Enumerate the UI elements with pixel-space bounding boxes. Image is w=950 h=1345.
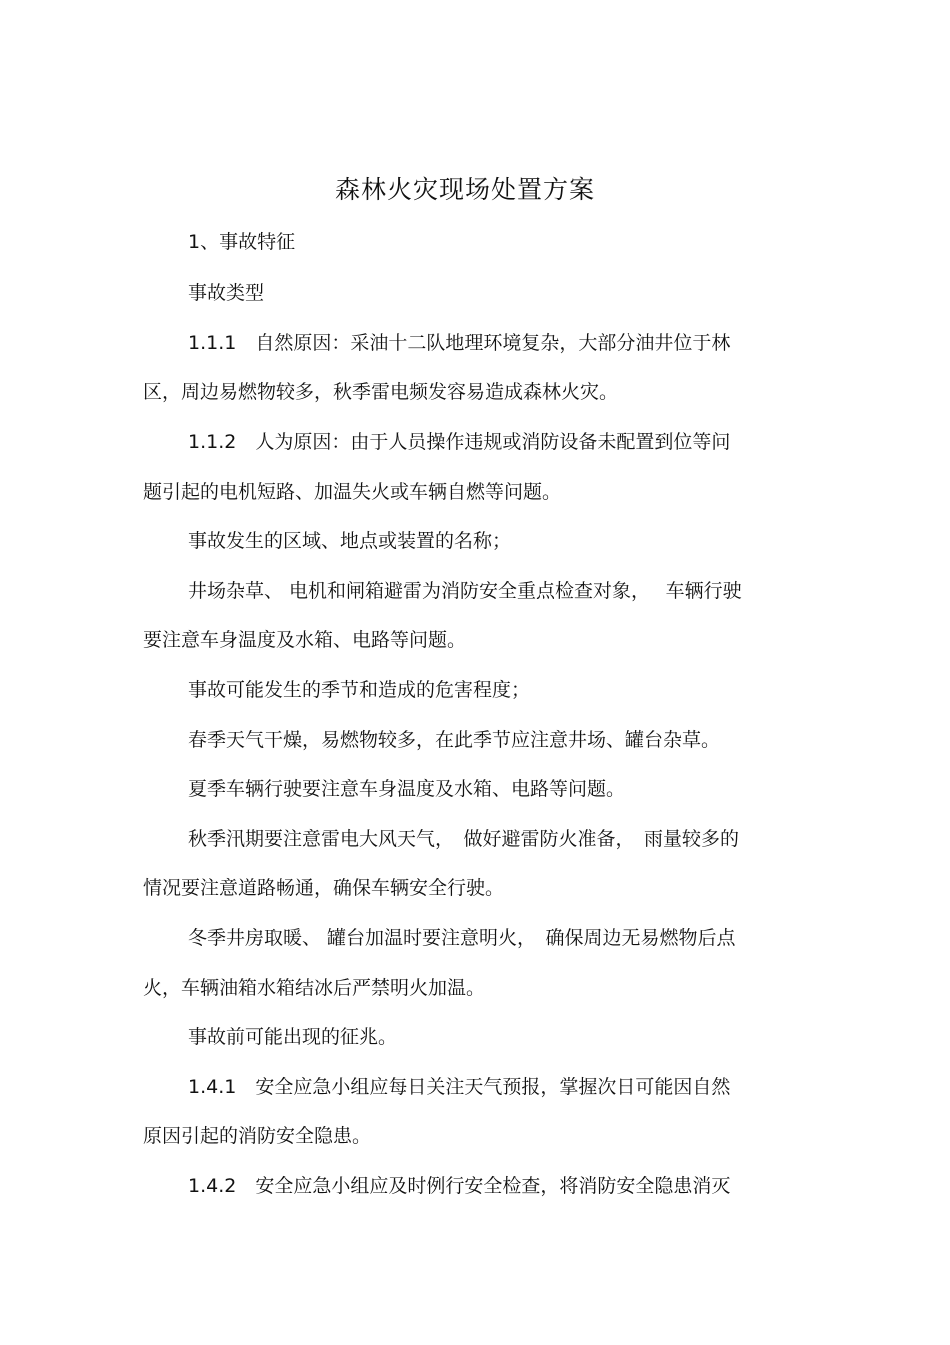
subheading-season-hazard: 事故可能发生的季节和造成的危害程度； [188,679,531,701]
paragraph-line: 1.4.1 安全应急小组应每日关注天气预报，掌握次日可能因自然 [188,1076,731,1098]
paragraph-line: 题引起的电机短路、加温失火或车辆自燃等问题。 [143,481,562,503]
paragraph-line: 原因引起的消防安全隐患。 [143,1125,372,1147]
paragraph-line: 要注意车身温度及水箱、电路等问题。 [143,629,467,651]
section-heading-accident-features: 1、事故特征 [188,231,296,253]
subheading-accident-type: 事故类型 [188,282,265,304]
paragraph-line: 秋季汛期要注意雷电大风天气， 做好避雷防火准备， 雨量较多的 [188,828,740,850]
paragraph-line: 井场杂草、 电机和闸箱避雷为消防安全重点检查对象， 车辆行驶 [188,580,742,602]
paragraph-line: 春季天气干燥，易燃物较多，在此季节应注意井场、罐台杂草。 [188,729,721,751]
paragraph-line: 1.4.2 安全应急小组应及时例行安全检查，将消防安全隐患消灭 [188,1175,731,1197]
subheading-location: 事故发生的区域、地点或装置的名称； [188,530,512,552]
paragraph-line: 区，周边易燃物较多，秋季雷电频发容易造成森林火灾。 [143,381,619,403]
paragraph-line: 火，车辆油箱水箱结冰后严禁明火加温。 [143,977,486,999]
paragraph-line: 夏季车辆行驶要注意车身温度及水箱、电路等问题。 [188,778,626,800]
subheading-precursors: 事故前可能出现的征兆。 [188,1026,398,1048]
paragraph-line: 情况要注意道路畅通，确保车辆安全行驶。 [143,877,505,899]
paragraph-line: 1.1.1 自然原因：采油十二队地理环境复杂，大部分油井位于林 [188,332,731,354]
document-title: 森林火灾现场处置方案 [334,175,595,204]
paragraph-line: 1.1.2 人为原因：由于人员操作违规或消防设备未配置到位等问 [188,431,731,453]
paragraph-line: 冬季井房取暖、 罐台加温时要注意明火， 确保周边无易燃物后点 [188,927,736,949]
